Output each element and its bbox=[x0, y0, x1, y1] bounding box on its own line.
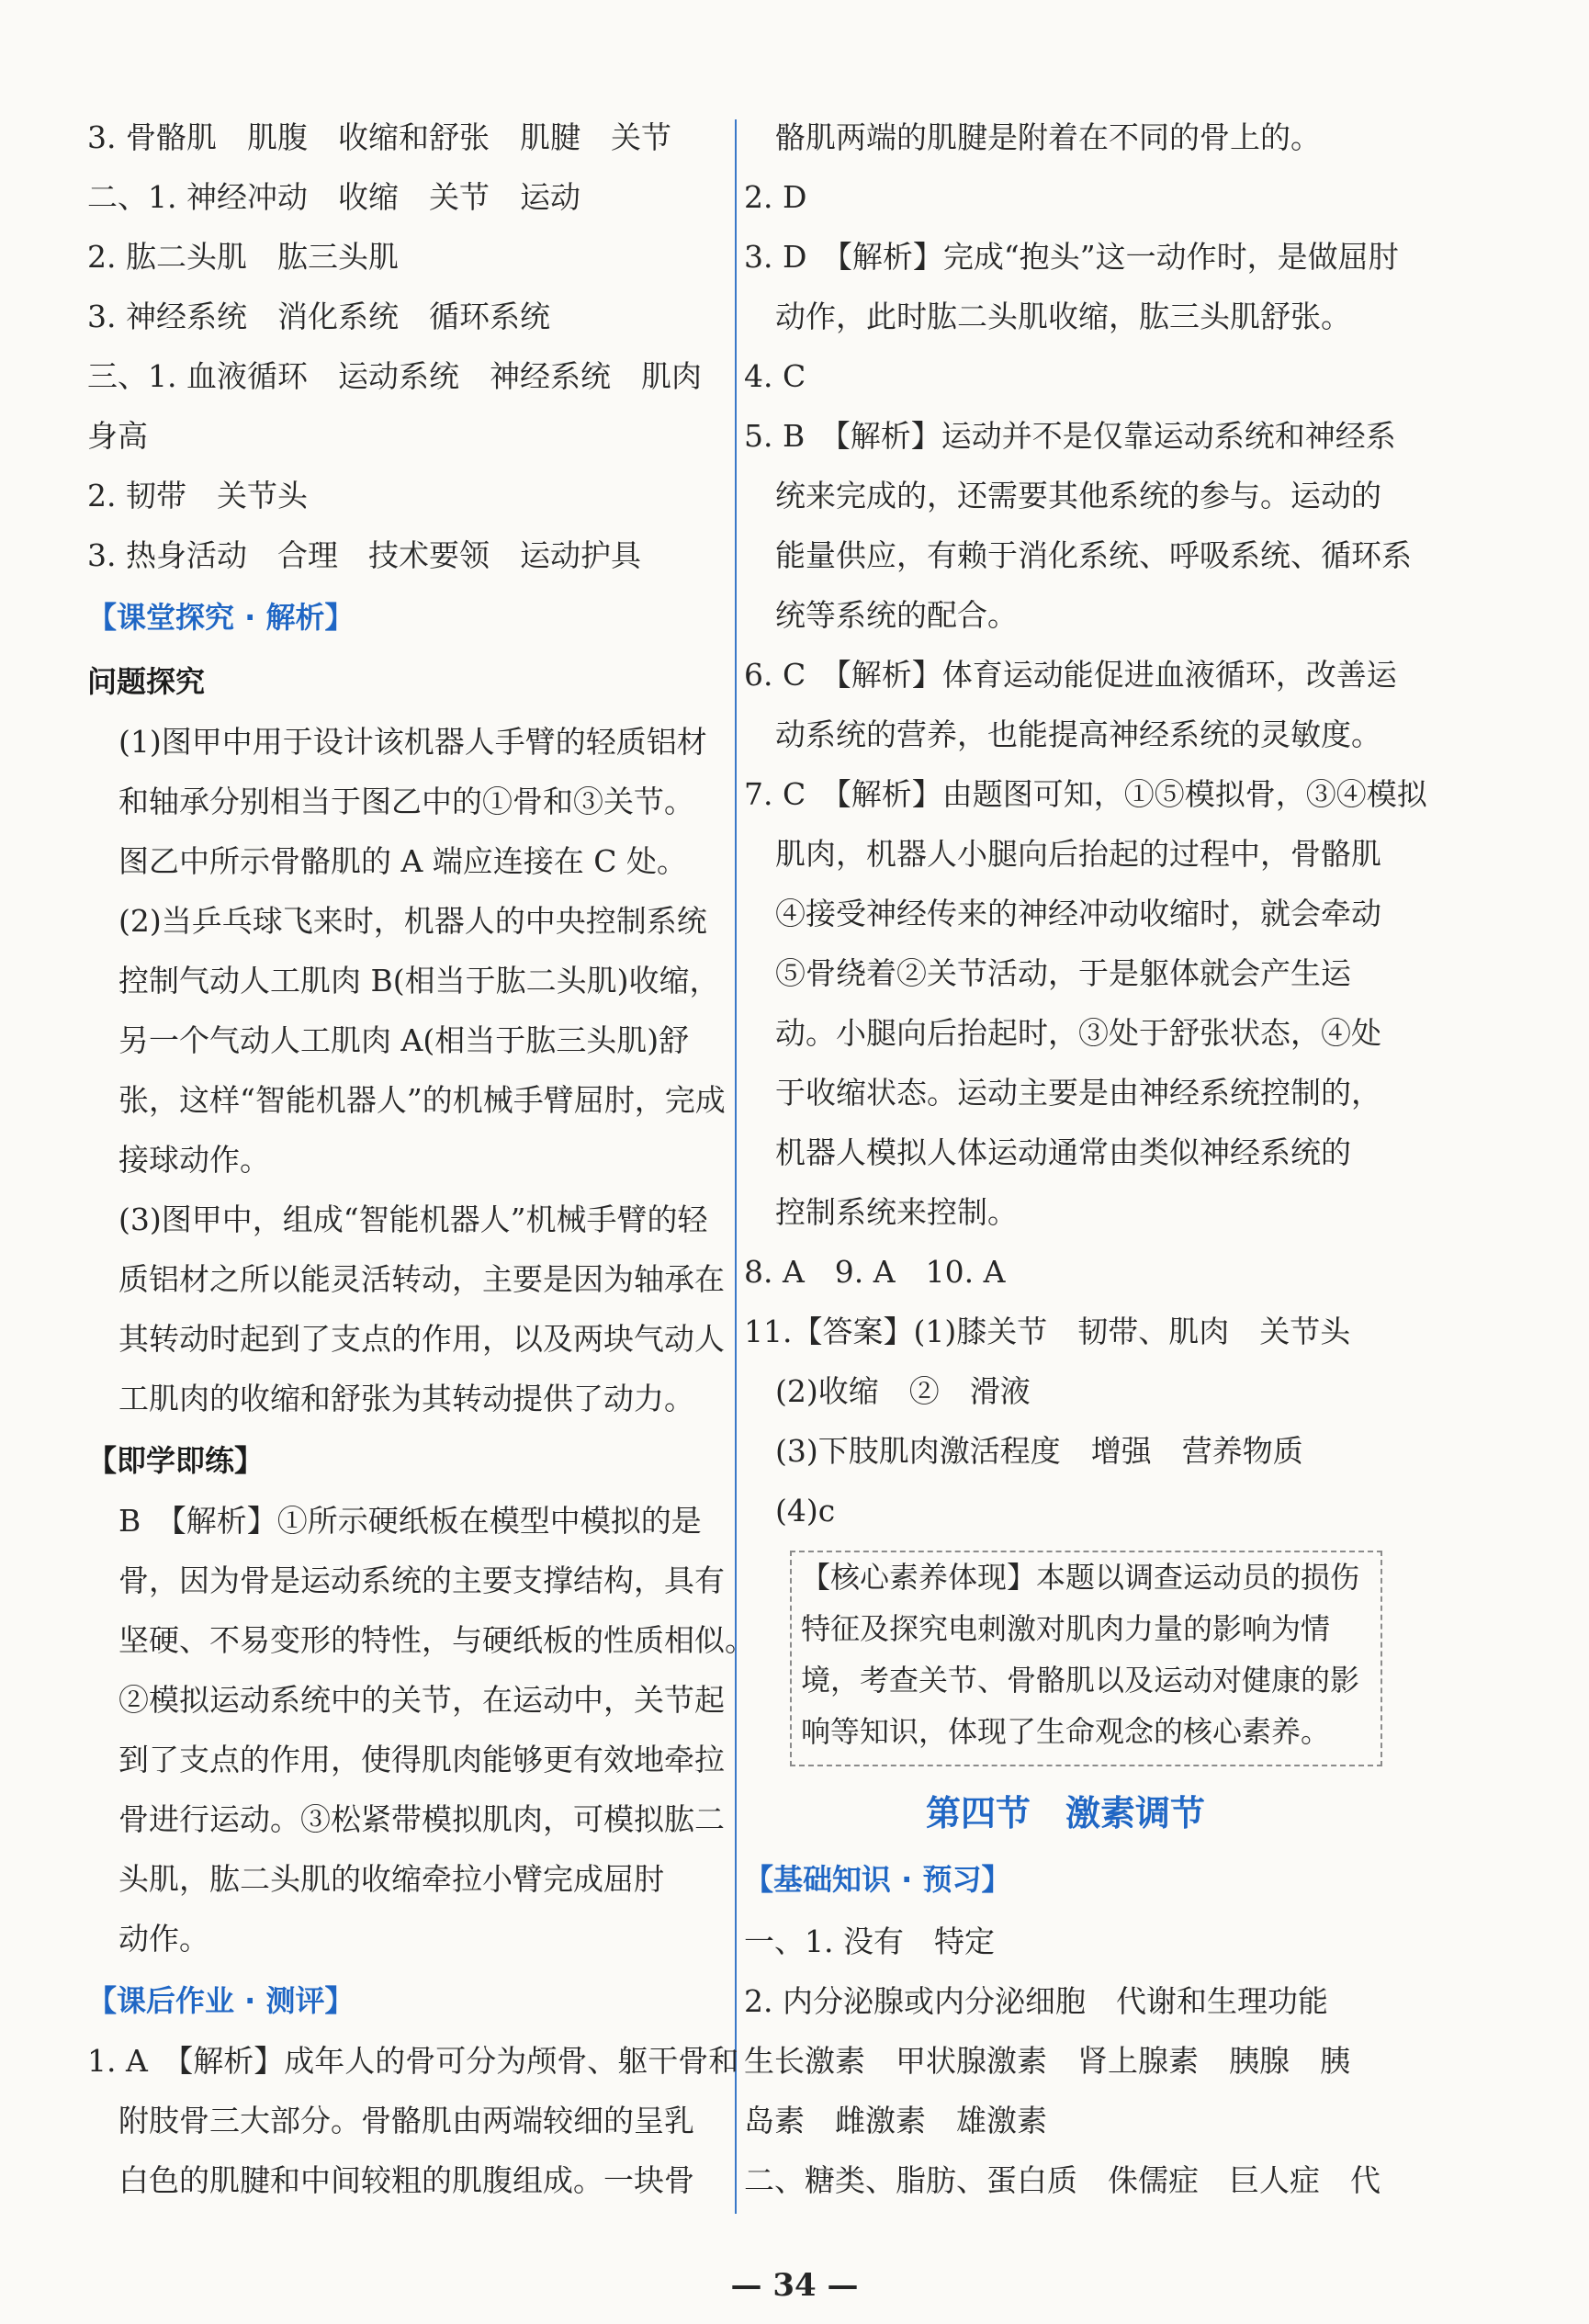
answer-line: 二、1. 神经冲动 收缩 关节 运动 bbox=[87, 179, 580, 215]
section-title-basics: 【基础知识 · 预习】 bbox=[744, 1862, 1011, 1897]
answer-line: 5. B 【解析】运动并不是仅靠运动系统和神经系 bbox=[744, 418, 1396, 454]
answer-line: 6. C 【解析】体育运动能促进血液循环，改善运 bbox=[744, 657, 1397, 693]
answer-line: 2. 韧带 关节头 bbox=[87, 478, 308, 513]
paragraph-line: (2)收缩 ② 滑液 bbox=[775, 1373, 1031, 1409]
subsection-title: 问题探究 bbox=[87, 664, 206, 699]
paragraph-line: 骼肌两端的肌腱是附着在不同的骨上的。 bbox=[775, 119, 1321, 155]
paragraph-line: 统来完成的，还需要其他系统的参与。运动的 bbox=[775, 478, 1381, 513]
paragraph-line: 接球动作。 bbox=[118, 1142, 270, 1178]
answer-line: 身高 bbox=[87, 418, 148, 454]
paragraph-line: 控制系统来控制。 bbox=[775, 1194, 1018, 1230]
answer-line: 岛素 雌激素 雄激素 bbox=[744, 2103, 1047, 2138]
answer-line: 3. 神经系统 消化系统 循环系统 bbox=[87, 299, 550, 334]
paragraph-line: 和轴承分别相当于图乙中的①骨和③关节。 bbox=[118, 784, 694, 819]
answer-line: 2. D bbox=[744, 179, 807, 215]
paragraph-line: ④接受神经传来的神经冲动收缩时，就会牵动 bbox=[775, 896, 1381, 931]
paragraph-line: (1)图甲中用于设计该机器人手臂的轻质铝材 bbox=[118, 724, 707, 760]
answer-line: 3. 骨骼肌 肌腹 收缩和舒张 肌腱 关节 bbox=[87, 119, 671, 155]
paragraph-line: 于收缩状态。运动主要是由神经系统控制的， bbox=[775, 1075, 1381, 1111]
answer-line: 3. 热身活动 合理 技术要领 运动护具 bbox=[87, 537, 641, 573]
answer-line: 2. 肱二头肌 肱三头肌 bbox=[87, 239, 399, 275]
paragraph-line: 质铝材之所以能灵活转动，主要是因为轴承在 bbox=[118, 1261, 725, 1297]
paragraph-line: 控制气动人工肌肉 B(相当于肱二头肌)收缩， bbox=[118, 963, 720, 998]
page-number: — 34 — bbox=[730, 2267, 859, 2304]
box-line: 【核心素养体现】本题以调查运动员的损伤 bbox=[801, 1560, 1360, 1595]
answer-line: 二、糖类、脂肪、蛋白质 侏儒症 巨人症 代 bbox=[744, 2162, 1381, 2198]
paragraph-line: 统等系统的配合。 bbox=[775, 597, 1018, 633]
paragraph-line: (4)c bbox=[775, 1493, 836, 1529]
paragraph-line: 图乙中所示骨骼肌的 A 端应连接在 C 处。 bbox=[118, 843, 688, 879]
box-line: 境，考查关节、骨骼肌以及运动对健康的影 bbox=[801, 1663, 1360, 1698]
paragraph-line: 张，这样“智能机器人”的机械手臂屈肘，完成 bbox=[118, 1082, 726, 1118]
paragraph-line: 到了支点的作用，使得肌肉能够更有效地牵拉 bbox=[118, 1742, 725, 1777]
section-heading: 第四节 激素调节 bbox=[925, 1793, 1205, 1833]
paragraph-line: 骨，因为骨是运动系统的主要支撑结构，具有 bbox=[118, 1562, 725, 1598]
subsection-title: 【即学即练】 bbox=[87, 1443, 265, 1478]
paragraph-line: 机器人模拟人体运动通常由类似神经系统的 bbox=[775, 1134, 1351, 1170]
paragraph-line: (2)当乒乓球飞来时，机器人的中央控制系统 bbox=[118, 903, 707, 939]
section-title-classroom: 【课堂探究 · 解析】 bbox=[87, 600, 355, 635]
answer-line: 生长激素 甲状腺激素 肾上腺素 胰腺 胰 bbox=[744, 2043, 1350, 2079]
paragraph-line: 肌肉，机器人小腿向后抬起的过程中，骨骼肌 bbox=[775, 836, 1381, 872]
section-title-homework: 【课后作业 · 测评】 bbox=[87, 1983, 355, 2018]
answer-line: 三、1. 血液循环 运动系统 神经系统 肌肉 bbox=[87, 358, 702, 394]
answer-line: 8. A 9. A 10. A bbox=[744, 1254, 1006, 1290]
box-line: 响等知识，体现了生命观念的核心素养。 bbox=[801, 1714, 1331, 1749]
paragraph-line: (3)图甲中，组成“智能机器人”机械手臂的轻 bbox=[118, 1201, 708, 1237]
paragraph-line: 动。小腿向后抬起时，③处于舒张状态，④处 bbox=[775, 1015, 1381, 1051]
answer-line: 一、1. 没有 特定 bbox=[744, 1924, 995, 1959]
paragraph-line: B 【解析】①所示硬纸板在模型中模拟的是 bbox=[118, 1503, 702, 1539]
paragraph-line: 动系统的营养，也能提高神经系统的灵敏度。 bbox=[775, 716, 1381, 752]
paragraph-line: 其转动时起到了支点的作用，以及两块气动人 bbox=[118, 1321, 725, 1357]
answer-line: 3. D 【解析】完成“抱头”这一动作时，是做屈肘 bbox=[744, 239, 1399, 275]
answer-line: 11.【答案】(1)膝关节 韧带、肌肉 关节头 bbox=[744, 1314, 1351, 1349]
paragraph-line: 1. A 【解析】成年人的骨可分为颅骨、躯干骨和 bbox=[87, 2043, 739, 2079]
paragraph-line: 能量供应，有赖于消化系统、呼吸系统、循环系 bbox=[775, 537, 1412, 573]
paragraph-line: 附肢骨三大部分。骨骼肌由两端较细的呈乳 bbox=[118, 2103, 694, 2138]
answer-line: 4. C bbox=[744, 358, 806, 394]
answer-line: 7. C 【解析】由题图可知，①⑤模拟骨，③④模拟 bbox=[744, 776, 1427, 812]
paragraph-line: 白色的肌腱和中间较粗的肌腹组成。一块骨 bbox=[118, 2162, 694, 2198]
paragraph-line: 骨进行运动。③松紧带模拟肌肉，可模拟肱二 bbox=[118, 1801, 725, 1837]
paragraph-line: 动作。 bbox=[118, 1921, 209, 1957]
paragraph-line: 头肌，肱二头肌的收缩牵拉小臂完成屈肘 bbox=[118, 1861, 664, 1897]
answer-line: 2. 内分泌腺或内分泌细胞 代谢和生理功能 bbox=[744, 1983, 1328, 2019]
paragraph-line: ⑤骨绕着②关节活动，于是躯体就会产生运 bbox=[775, 955, 1351, 991]
paragraph-line: ②模拟运动系统中的关节，在运动中，关节起 bbox=[118, 1682, 725, 1718]
box-line: 特征及探究电刺激对肌肉力量的影响为情 bbox=[801, 1611, 1331, 1646]
column-divider bbox=[735, 119, 737, 2214]
paragraph-line: 另一个气动人工肌肉 A(相当于肱三头肌)舒 bbox=[118, 1022, 690, 1058]
paragraph-line: 动作，此时肱二头肌收缩，肱三头肌舒张。 bbox=[775, 299, 1351, 334]
paragraph-line: 工肌肉的收缩和舒张为其转动提供了动力。 bbox=[118, 1381, 694, 1416]
paragraph-line: 坚硬、不易变形的特性，与硬纸板的性质相似。 bbox=[118, 1622, 755, 1658]
paragraph-line: (3)下肢肌肉激活程度 增强 营养物质 bbox=[775, 1433, 1303, 1469]
